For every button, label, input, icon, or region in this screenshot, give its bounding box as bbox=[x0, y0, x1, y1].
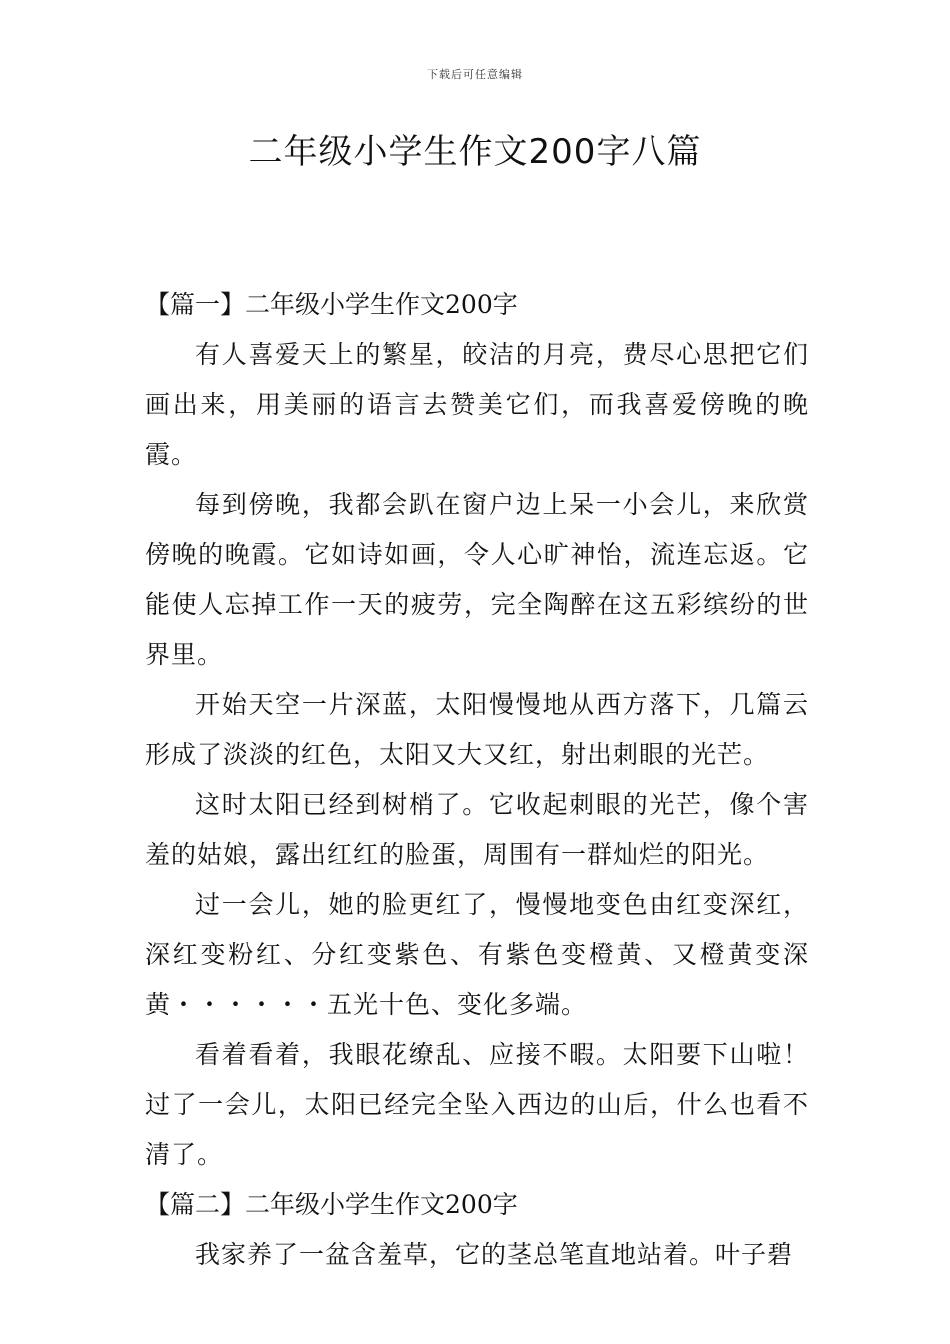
document-title: 二年级小学生作文200字八篇 bbox=[248, 132, 702, 172]
paragraph: 过一会儿，她的脸更红了，慢慢地变色由红变深红，深红变粉红、分红变紫色、有紫色变橙黄、又橙黄变深黄・・・・・・五光十色、变化多端。 bbox=[145, 890, 809, 1019]
paragraph: 开始天空一片深蓝，太阳慢慢地从西方落下，几篇云形成了淡淡的红色，太阳又大又红，射出刺眼的光芒。 bbox=[145, 690, 809, 769]
paragraph: 有人喜爱天上的繁星，皎洁的月亮，费尽心思把它们画出来，用美丽的语言去赞美它们，而我喜爱傍晚的晚霞。 bbox=[145, 340, 809, 469]
section-2 bbox=[145, 1180, 809, 1280]
section-heading: 【篇一】二年级小学生作文200字 bbox=[145, 290, 518, 319]
paragraph: 每到傍晚，我都会趴在窗户边上呆一小会儿，来欣赏傍晚的晚霞。它如诗如画，令人心旷神怡，流连忘返。它能使人忘掉工作一天的疲劳，完全陶醉在这五彩缤纷的世界里。 bbox=[145, 490, 809, 669]
section-1 bbox=[145, 280, 809, 1180]
paragraph: 这时太阳已经到树梢了。它收起刺眼的光芒，像个害羞的姑娘，露出红红的脸蛋，周围有一群灿烂的阳光。 bbox=[145, 790, 809, 869]
paragraph: 我家养了一盆含羞草，它的茎总笔直地站着。叶子碧 bbox=[195, 1240, 794, 1269]
page-header: 下载后可任意编辑 bbox=[427, 68, 523, 81]
paragraph: 看着看着，我眼花缭乱、应接不暇。太阳要下山啦！过了一会儿，太阳已经完全坠入西边的山后，什么也看不清了。 bbox=[145, 1040, 809, 1169]
section-heading: 【篇二】二年级小学生作文200字 bbox=[145, 1190, 518, 1219]
document-body bbox=[145, 280, 809, 1280]
